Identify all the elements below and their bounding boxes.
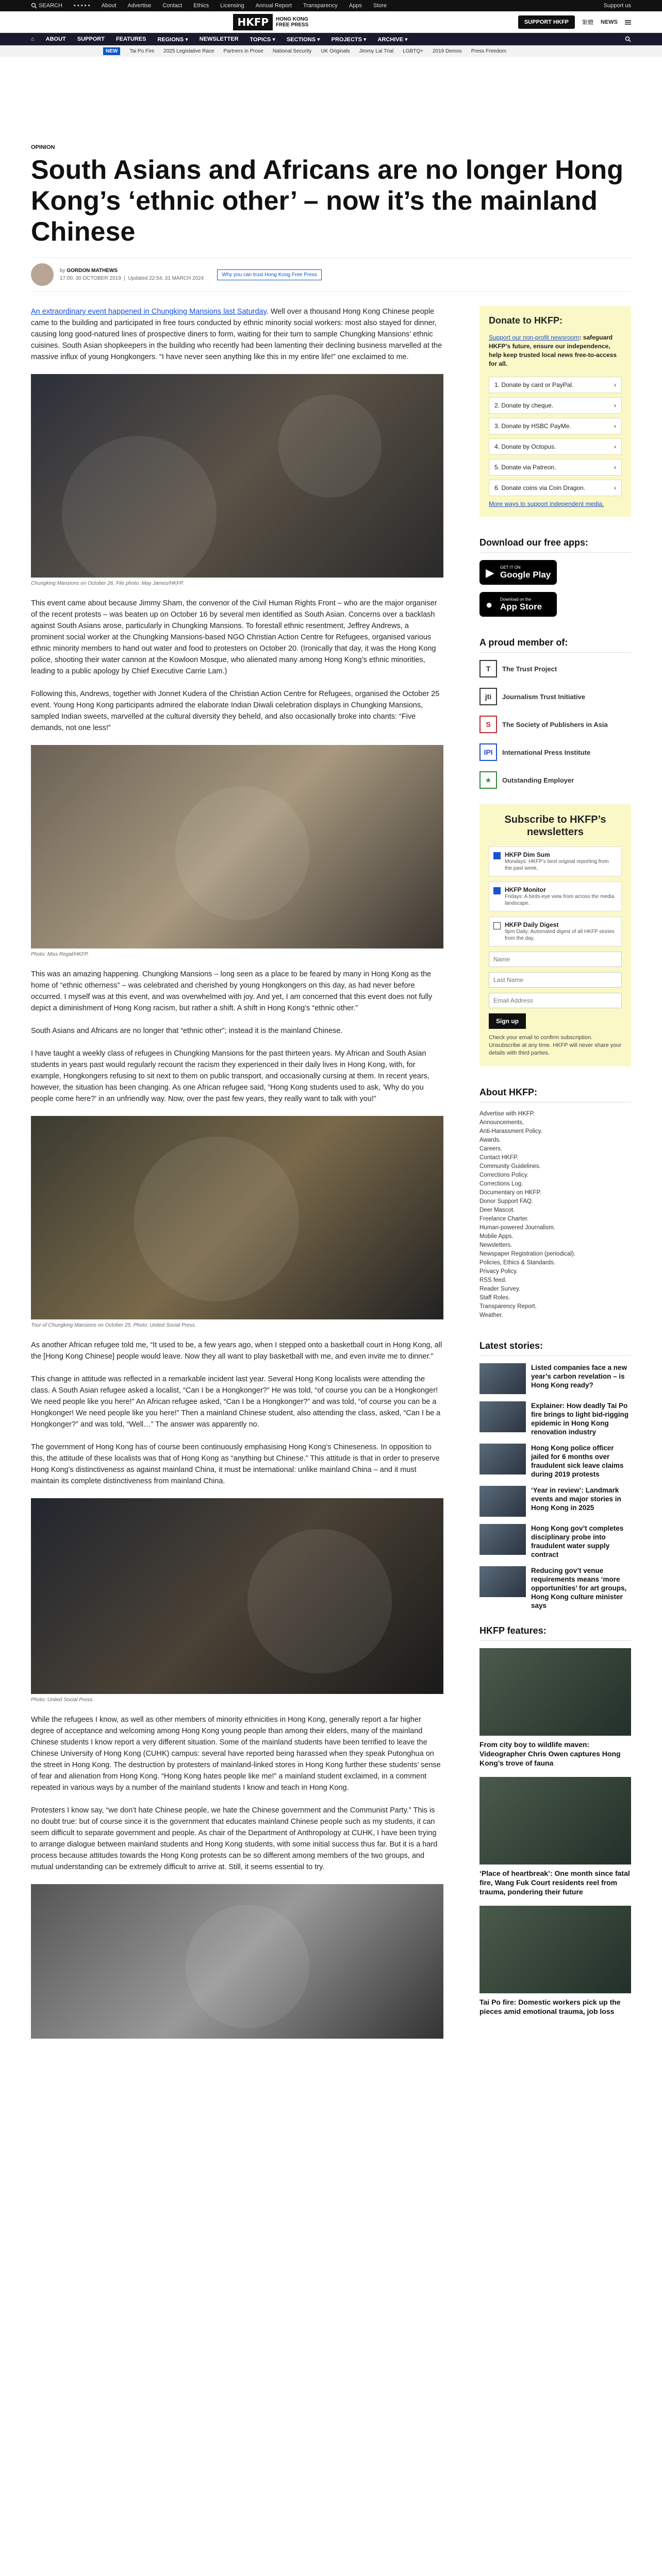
article-photo	[31, 1884, 443, 2039]
nav-item-sections[interactable]: SECTIONS ▾	[286, 36, 320, 43]
article-photo	[31, 1498, 443, 1694]
trust-link[interactable]: Why you can trust Hong Kong Free Press	[217, 269, 322, 280]
trending-link[interactable]: Partners in Prose	[223, 48, 263, 54]
trending-link[interactable]: LGBTQ+	[403, 48, 423, 54]
byline	[31, 258, 631, 292]
play-icon: ▶	[486, 566, 494, 579]
checkbox[interactable]	[493, 922, 501, 929]
menu-icon[interactable]	[625, 19, 631, 25]
about-title: About HKFP:	[479, 1087, 631, 1103]
checkbox[interactable]	[493, 852, 501, 859]
new-badge: NEW	[103, 47, 120, 55]
page-wrapper	[31, 57, 631, 2039]
latest-story[interactable]	[479, 1566, 631, 1610]
sidebar	[479, 306, 631, 2039]
top-link[interactable]: Ethics	[193, 3, 209, 9]
paragraph: This change in attitude was reflected in a remarkable incident last year. Several Hong Kong localists were attending the class. A South Asian refugee asked a localist, “Can I be a Hongkonger?” He was told, “of course you can be a Hongkonger! We need people like you here!” An African refugee asked, “Can I be a Hongkonger?” and was told, “of course you can be a Hongkonger! We need people like you here!” Then a mainland Chinese student, also attending the class, asked, “Can I be a Hongkonger?” and was told, “Well…” The answer was apparently no.	[31, 1375, 441, 1429]
top-link[interactable]: Advertise	[127, 3, 152, 9]
paragraph: The government of Hong Kong has of course been continuously emphasising Hong Kong’s Chineseness. In opposition to this, the attitude of these localists was that of Hong Kong as “anything but Chinese.” This attitude is that in order to preserve Hong Kong’s distinctiveness as against mainland China, it must be international: unlike mainland China – and it must maintain its complete distinctiveness from mainland China.	[31, 1443, 440, 1485]
story-thumbnail	[479, 1401, 526, 1432]
sign-up-button[interactable]: Sign up	[489, 1013, 526, 1029]
subscribe-note: Check your email to confirm subscription. Unsubscribe at any time. HKFP will never share your details with third parties.	[489, 1035, 622, 1056]
about-link[interactable]: Policies, Ethics & Standards.	[479, 1260, 556, 1266]
latest-story[interactable]	[479, 1363, 631, 1394]
nav-item-archive[interactable]: ARCHIVE ▾	[377, 36, 408, 43]
story-thumbnail	[479, 1444, 526, 1475]
members-section	[479, 637, 631, 789]
latest-story[interactable]	[479, 1401, 631, 1436]
about-link[interactable]: Transparency Report.	[479, 1303, 537, 1310]
paragraph: South Asians and Africans are no longer that “ethnic other”; instead it is the mainland Chinese.	[31, 1027, 343, 1035]
story-headline: Hong Kong gov’t completes disciplinary probe into fraudulent water supply contract	[531, 1524, 624, 1558]
nav-item-regions[interactable]: REGIONS ▾	[157, 36, 188, 43]
article-photo	[31, 374, 443, 578]
photo-caption: Photo: United Social Press.	[31, 1697, 94, 1703]
member-logo[interactable]: jti Journalism Trust Initiative	[479, 688, 631, 705]
main-nav	[0, 33, 662, 45]
top-bar	[0, 0, 662, 11]
newsletter-option[interactable]: HKFP Dim Sum Mondays: HKFP’s best original reporting from the past week.	[489, 846, 622, 876]
sopa-icon: S	[479, 716, 497, 733]
apps-section	[479, 537, 631, 617]
site-logo[interactable]	[233, 14, 308, 30]
top-link[interactable]: Apps	[349, 3, 362, 9]
about-link[interactable]: Corrections Log.	[479, 1181, 523, 1187]
top-link-support[interactable]: Support us	[603, 3, 631, 9]
about-link[interactable]: RSS feed.	[479, 1277, 507, 1283]
story-thumbnail	[479, 1524, 526, 1555]
top-link[interactable]: Licensing	[220, 3, 244, 9]
author-avatar	[31, 263, 54, 286]
about-link[interactable]: Anti-Harassment Policy.	[479, 1128, 542, 1134]
inline-link[interactable]: An extraordinary event happened in Chungking Mansions last Saturday	[31, 308, 267, 316]
donate-option[interactable]: 1. Donate by card or PayPal. ›	[489, 377, 622, 393]
byline-text: by GORDON MATHEWS 17:00, 30 OCTOBER 2019 | Updated 22:54, 31 MARCH 2024	[60, 268, 204, 281]
nav-item-about[interactable]: ABOUT	[45, 36, 66, 42]
about-link[interactable]: Weather.	[479, 1312, 503, 1318]
search-icon[interactable]	[625, 36, 631, 42]
article-photo	[31, 745, 443, 948]
story-thumbnail	[479, 1486, 526, 1517]
members-title: A proud member of:	[479, 637, 631, 653]
trending-link[interactable]: UK Originals	[321, 48, 350, 54]
paragraph: An extraordinary event happened in Chungking Mansions last Saturday. Well over a thousand Hong Kong Chinese people came to the building and participated in free tours conducted by ethnic minority social workers: most also stayed for dinner, causing long good-natured lines of prospective diners to form, waiting for their turn to sample Chungking Mansions’ ethnic cuisines. South Asian shopkeepers in the building who recently had been lamenting their declining business marvelled at the massive influx of young Hongkongers. “I have never seen anything like this in my entire life!” one exclaimed to me.	[31, 308, 442, 361]
top-link[interactable]: Store	[373, 3, 387, 9]
member-logo[interactable]: ★ Outstanding Employer	[479, 771, 631, 789]
home-icon[interactable]: ⌂	[31, 36, 35, 42]
newsletter-title: Subscribe to HKFP’s newsletters	[504, 814, 606, 838]
feature-headline: ‘Place of heartbreak’: One month since fatal fire, Wang Fuk Court residents reel from trauma, pondering their future	[479, 1869, 630, 1896]
trending-bar	[0, 45, 662, 57]
nav-item-topics[interactable]: TOPICS ▾	[250, 36, 275, 43]
about-section	[479, 1087, 631, 1320]
about-link[interactable]: Careers.	[479, 1146, 503, 1152]
paragraph: As another African refugee told me, “It used to be, a few years ago, when I stepped onto a basketball court in Hong Kong, all the [Hong Kong Chinese] people would leave. Now they all want to play basketball with me, and even invite me to dinner.”	[31, 1341, 442, 1361]
about-link[interactable]: Announcements.	[479, 1120, 524, 1126]
donate-option[interactable]: 4. Donate by Octopus. ›	[489, 438, 622, 455]
donate-box	[479, 306, 631, 517]
latest-story[interactable]	[479, 1524, 631, 1559]
features-title: HKFP features:	[479, 1625, 631, 1641]
trending-link[interactable]: Jimmy Lai Trial	[359, 48, 394, 54]
about-link[interactable]: Mobile Apps.	[479, 1233, 514, 1240]
brand-bar	[0, 11, 662, 33]
story-headline: Listed companies face a new year’s carbon revelation – is Hong Kong ready?	[531, 1364, 627, 1389]
donate-option[interactable]: 2. Donate by cheque. ›	[489, 397, 622, 414]
top-link[interactable]: About	[101, 3, 117, 9]
language-switch[interactable]: 繁體	[582, 19, 594, 26]
photo-caption: Photo: Miss Regal/HKFP.	[31, 952, 89, 957]
donate-title: Donate to HKFP:	[489, 315, 562, 326]
story-headline: ‘Year in review’: Landmark events and major stories in Hong Kong in 2025	[531, 1486, 621, 1512]
nav-item-features[interactable]: FEATURES	[115, 36, 146, 42]
about-link[interactable]: Newsletters.	[479, 1242, 512, 1248]
paragraph: Protesters I know say, “we don’t hate Chinese people, we hate the Chinese government and the Communist Party.” This is no doubt true: but of course since it is the government that educates mainland Chinese people such as my students, it can seem difficult to separate government and people. As chair of the Department of Anthropology at CUHK, I have been trying to arrange dialogue between mainland students and Hong Kong students, with some initial success thus far. But it is a hard process because attitudes towards the Hong Kong protests can be so different among members of the two groups, and mutual understanding can be extremely difficult to arrive at. Still, it seems essential to try.	[31, 1806, 438, 1871]
newsletter-option[interactable]: HKFP Monitor Fridays: A birds-eye view from across the media landscape.	[489, 882, 622, 911]
logo-mark: HKFP	[233, 14, 273, 30]
donate-intro-link[interactable]: Support our non-profit newsroom	[489, 334, 580, 341]
story-thumbnail	[479, 1566, 526, 1597]
logo-text: HONG KONG FREE PRESS	[276, 16, 309, 28]
photo-caption: Chungking Mansions on October 26. File photo: May James/HKFP.	[31, 581, 184, 586]
trending-link[interactable]: National Security	[272, 48, 312, 54]
feature-thumbnail	[479, 1777, 631, 1865]
about-link[interactable]: Corrections Policy.	[479, 1172, 529, 1178]
email-input[interactable]	[489, 993, 622, 1008]
latest-story[interactable]	[479, 1444, 631, 1479]
trust-project-icon: T	[479, 660, 497, 677]
trending-link[interactable]: 2019 Demos	[432, 48, 462, 54]
about-link[interactable]: Human-powered Journalism.	[479, 1225, 556, 1231]
story-thumbnail	[479, 1363, 526, 1394]
about-link[interactable]: Donor Support FAQ.	[479, 1198, 534, 1205]
search-link[interactable]: SEARCH	[31, 3, 62, 9]
nav-item-newsletter[interactable]: NEWSLETTER	[199, 36, 239, 42]
top-link[interactable]: Transparency	[303, 3, 338, 9]
paragraph: I have taught a weekly class of refugees in Chungking Mansions for the past thirteen years. My African and South Asian students in years past would regularly recount the racism they experienced in their daily lives in Hong Kong, with, for example, Hongkongers refusing to sit next to them on public transport, and occasionally cursing at them. In recent years, however, the situation has been changing. As one African refugee said, “Hong Kong students used to ask, ‘Why do you people come here?’ in an unfriendly way. Now, over the past few years, they really want to talk with you!”	[31, 1049, 429, 1103]
top-link[interactable]: Contact	[162, 3, 183, 9]
member-logo[interactable]: T The Trust Project	[479, 660, 631, 677]
support-hkfp-button[interactable]: SUPPORT HKFP	[518, 15, 575, 29]
feature-headline: From city boy to wildlife maven: Videographer Chris Owen captures Hong Kong’s trove of fauna	[479, 1740, 621, 1767]
feature-thumbnail	[479, 1906, 631, 1993]
updated-date: Updated 22:54, 31 MARCH 2024	[128, 276, 204, 281]
story-headline: Explainer: How deadly Tai Po fire brings to light bid-rigging epidemic in Hong Kong renovation industry	[531, 1402, 628, 1436]
apps-title: Download our free apps:	[479, 537, 631, 553]
last-name-input[interactable]	[489, 972, 622, 988]
more-ways-link[interactable]: More ways to support independent media.	[489, 500, 604, 507]
trending-link[interactable]: Tai Po Fire	[129, 48, 155, 54]
social-icons[interactable]: ▪ ▪ ▪ ▪ ▪	[73, 3, 90, 9]
paragraph: This was an amazing happening. Chungking Mansions – long seen as a place to be feared by many in Hong Kong as the home of “ethnic otherness” – was celebrated and cherished by young Hongkongers on this day, as had never before occurred. I myself was at this event, and was overwhelmed with joy. And yet, I am concerned that this event does not fully depict a diminishment of Hong Kong racism, but rather a shift. A shift in Hong Kong’s “ethnic other.”	[31, 970, 433, 1012]
about-link[interactable]: Deer Mascot.	[479, 1207, 515, 1213]
story-headline: Hong Kong police officer jailed for 6 months over fraudulent sick leave claims during 2019 protests	[531, 1444, 624, 1478]
about-link[interactable]: Privacy Policy.	[479, 1268, 518, 1275]
name-input[interactable]	[489, 952, 622, 967]
about-link[interactable]: Community Guidelines.	[479, 1163, 541, 1170]
article-title: South Asians and Africans are no longer Hong Kong’s ‘ethnic other’ – now it’s the mainland Chinese	[31, 155, 623, 247]
search-icon	[31, 3, 37, 9]
paragraph: Following this, Andrews, together with Jonnet Kudera of the Christian Action Centre for Refugees, organised the October 25 event. Young Hong Kong participants admired the elaborate Indian Diwali celebration displays in Chungking Mansions, sampled Indian sweets, marvelled at the cultural diversity they beheld, and also occasionally broke into chants: “Five demands, not one less!”	[31, 690, 440, 732]
feature-headline: Tai Po fire: Domestic workers pick up the pieces amid emotional trauma, job loss	[479, 1998, 621, 2015]
checkbox[interactable]	[493, 887, 501, 894]
news-chip[interactable]: NEWS	[601, 19, 618, 25]
latest-title: Latest stories:	[479, 1341, 631, 1356]
about-link[interactable]: Reader Survey.	[479, 1286, 521, 1292]
latest-section	[479, 1341, 631, 1610]
author-name[interactable]: GORDON MATHEWS	[67, 268, 118, 274]
article-category[interactable]: OPINION	[31, 144, 55, 150]
about-link[interactable]: Advertise with HKFP.	[479, 1111, 535, 1117]
member-logo[interactable]: IPI International Press Institute	[479, 743, 631, 761]
article-photo	[31, 1116, 443, 1319]
feature-thumbnail	[479, 1648, 631, 1736]
about-link[interactable]: Contact HKFP.	[479, 1155, 519, 1161]
article-body	[31, 306, 443, 2039]
ipi-icon: IPI	[479, 743, 497, 761]
about-link[interactable]: Staff Roles.	[479, 1295, 510, 1301]
about-links	[479, 1110, 631, 1320]
paragraph: This event came about because Jimmy Sham, the convenor of the Civil Human Rights Front – who are the major organiser of the recent protests – was beaten up on October 16 by several men identified as South Asian. Concerns over a backlash against South Asians arose, particularly in Chungking Mansions. To forestall ethnic resentment, Jeffrey Andrews, a prominent social worker at the Chungking Mansions-based NGO Christian Action Centre for Refugees, organised various ethnic minority members to hand out water and food to protesters on October 20. (Ironically that day, it was the Hong Kong police, shooting their water cannon at the Kowloon Mosque, who alienated many among Hong Kong’s ethnic minorities, leading to a public apology by Chief Executive Carrie Lam.)	[31, 599, 437, 675]
app-store-badge[interactable]: ● Download on the App Store	[479, 592, 557, 617]
newsletter-option[interactable]: HKFP Daily Digest 9pm Daily: Automated digest of all HKFP stories from the day.	[489, 917, 622, 946]
about-link[interactable]: Freelance Charter.	[479, 1216, 529, 1222]
employer-icon: ★	[479, 771, 497, 789]
photo-caption: Tour of Chungking Mansions on October 25. Photo: United Social Press.	[31, 1323, 196, 1328]
trending-link[interactable]: Press Freedom	[471, 48, 507, 54]
top-link[interactable]: Annual Report	[255, 3, 292, 9]
latest-story[interactable]	[479, 1486, 631, 1517]
paragraph: While the refugees I know, as well as other members of minority ethnicities in Hong Kong, generally report a far higher degree of acceptance and welcoming among Hong Kong young people than among their elders, many of the mainland Chinese students I know report a very different situation. Some of the mainland students have been terrified to leave the Chinese University of Hong Kong (CUHK) campus: several have reported being harassed when they speak Putonghua on the street in Hong Kong. The destruction by protesters of mainland-linked stores in Hong Kong further these students’ sense of fear and alienation from Hong Kong. “Hong Kong hates people like me!” a mainland student exclaimed, in a comment repeated in various ways by a number of the mainland students I know and teach in Hong Kong.	[31, 1716, 441, 1792]
features-section	[479, 1625, 631, 2016]
donate-option[interactable]: 3. Donate by HSBC PayMe. ›	[489, 418, 622, 434]
feature-story[interactable]	[479, 1906, 631, 2016]
donate-intro: Support our non-profit newsroom: safeguard HKFP’s future, ensure our independence, help keep trusted local news free-to-access for all.	[489, 334, 617, 367]
about-link[interactable]: Documentary on HKFP.	[479, 1190, 541, 1196]
about-link[interactable]: Newspaper Registration (periodical).	[479, 1251, 575, 1257]
apple-icon: ●	[486, 598, 493, 611]
feature-story[interactable]	[479, 1648, 631, 1768]
story-headline: Reducing gov’t venue requirements means ‘more opportunities’ for art groups, Hong Kong culture minister says	[531, 1567, 627, 1609]
trending-link[interactable]: 2025 Legislative Race	[163, 48, 214, 54]
member-logo[interactable]: S The Society of Publishers in Asia	[479, 716, 631, 733]
nav-item-support[interactable]: SUPPORT	[77, 36, 105, 42]
nav-item-projects[interactable]: PROJECTS ▾	[331, 36, 367, 43]
about-link[interactable]: Awards.	[479, 1137, 501, 1143]
google-play-badge[interactable]: ▶ GET IT ON Google Play	[479, 560, 557, 585]
newsletter-signup	[479, 804, 631, 1066]
jti-icon: jti	[479, 688, 497, 705]
feature-story[interactable]	[479, 1777, 631, 1896]
publish-date: 17:00, 30 OCTOBER 2019	[60, 276, 121, 281]
donate-option[interactable]: 5. Donate via Patreon. ›	[489, 459, 622, 476]
donate-option[interactable]: 6. Donate coins via Coin Dragon. ›	[489, 480, 622, 496]
